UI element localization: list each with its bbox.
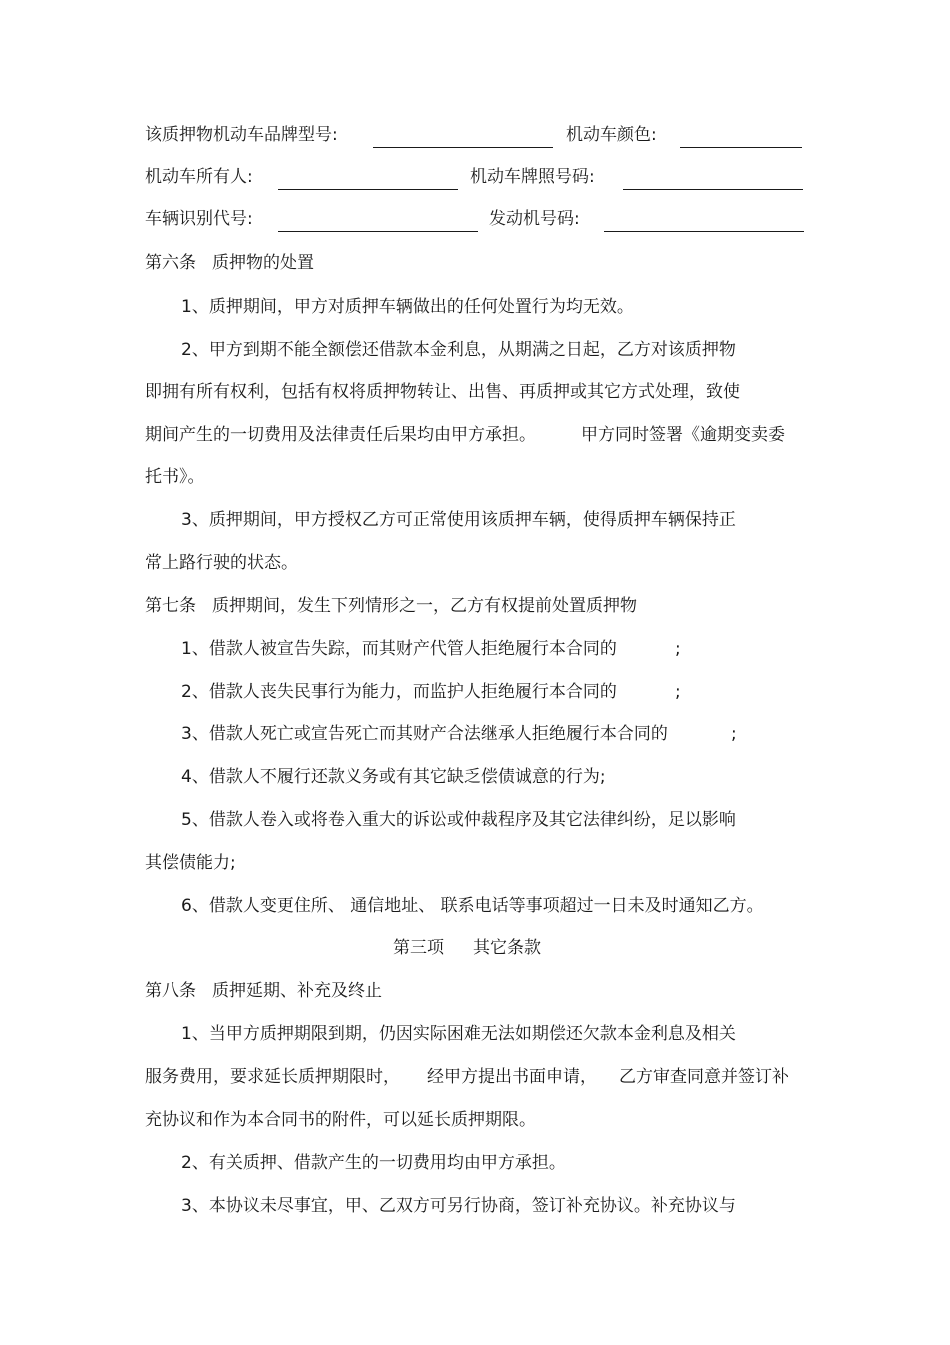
color-blank [680, 147, 802, 148]
paragraph-text: 2、甲方到期不能全额偿还借款本金利息，从期满之日起，乙方对该质押物 [181, 340, 736, 360]
paragraph-text: 6、借款人变更住所、 通信地址、 联系电话等事项超过一日未及时通知乙方。 [181, 896, 764, 916]
field-row-owner-plate [0, 162, 950, 192]
paragraph-text: 1、当甲方质押期限到期，仍因实际困难无法如期偿还欠款本金利息及相关 [181, 1024, 736, 1044]
article-8-item-1-line-1 [0, 1019, 950, 1049]
paragraph-text: 甲方同时签署《逾期变卖委 [581, 425, 785, 445]
paragraph-text: 5、借款人卷入或将卷入重大的诉讼或仲裁程序及其它法律纠纷，足以影响 [181, 810, 736, 830]
article-6-item-2-line-1 [0, 335, 950, 365]
article-7-heading [0, 591, 950, 621]
paragraph-text: 1、借款人被宣告失踪，而其财产代管人拒绝履行本合同的 [181, 639, 617, 659]
semicolon: ; [731, 724, 737, 744]
engine-blank [604, 231, 804, 232]
paragraph-text: 3、质押期间，甲方授权乙方可正常使用该质押车辆，使得质押车辆保持正 [181, 510, 736, 530]
paragraph-text: 其偿债能力; [145, 853, 236, 873]
vin-blank [278, 231, 478, 232]
paragraph-text: 充协议和作为本合同书的附件，可以延长质押期限。 [145, 1110, 536, 1130]
article-7-item-5-line-1 [0, 805, 950, 835]
article-6-number: 第六条 [145, 253, 196, 273]
article-7-title: 质押期间，发生下列情形之一，乙方有权提前处置质押物 [212, 596, 637, 616]
article-6-heading [0, 248, 950, 278]
paragraph-text: 乙方审查同意并签订补 [619, 1067, 789, 1087]
article-6-item-2-line-4 [0, 462, 950, 492]
section-3-heading [0, 933, 950, 963]
paragraph-text: 2、有关质押、借款产生的一切费用均由甲方承担。 [181, 1153, 566, 1173]
engine-label: 发动机号码: [489, 209, 580, 229]
article-7-item-5-line-2 [0, 848, 950, 878]
article-8-number: 第八条 [145, 981, 196, 1001]
color-label: 机动车颜色: [566, 125, 657, 145]
article-8-title: 质押延期、补充及终止 [212, 981, 382, 1001]
paragraph-text: 1、质押期间，甲方对质押车辆做出的任何处置行为均无效。 [181, 297, 634, 317]
paragraph-text: 4、借款人不履行还款义务或有其它缺乏偿债诚意的行为; [181, 767, 606, 787]
article-7-number: 第七条 [145, 596, 196, 616]
article-8-item-1-line-2 [0, 1062, 950, 1092]
article-8-item-2 [0, 1148, 950, 1178]
article-7-item-3 [0, 719, 950, 749]
article-6-item-2-line-3 [0, 420, 950, 450]
semicolon: ; [675, 639, 681, 659]
article-8-heading [0, 976, 950, 1006]
owner-label: 机动车所有人: [145, 167, 253, 187]
paragraph-text: 托书》。 [145, 467, 205, 487]
article-6-title: 质押物的处置 [212, 253, 314, 273]
paragraph-text: 服务费用，要求延长质押期限时， [145, 1067, 400, 1087]
plate-blank [623, 189, 803, 190]
article-6-item-1 [0, 292, 950, 322]
field-row-vin-engine [0, 204, 950, 234]
field-row-brand-color [0, 120, 950, 150]
brand-model-label: 该质押物机动车品牌型号: [145, 125, 338, 145]
paragraph-text: 2、借款人丧失民事行为能力，而监护人拒绝履行本合同的 [181, 682, 617, 702]
paragraph-text: 经甲方提出书面申请， [427, 1067, 597, 1087]
section-3-number: 第三项 [393, 938, 444, 958]
paragraph-text: 即拥有所有权利，包括有权将质押物转让、出售、再质押或其它方式处理，致使 [145, 382, 740, 402]
article-8-item-3-line-1 [0, 1191, 950, 1221]
section-3-title: 其它条款 [473, 938, 541, 958]
article-8-item-1-line-3 [0, 1105, 950, 1135]
plate-label: 机动车牌照号码: [470, 167, 595, 187]
brand-model-blank [373, 147, 553, 148]
vin-label: 车辆识别代号: [145, 209, 253, 229]
paragraph-text: 3、本协议未尽事宜，甲、乙双方可另行协商，签订补充协议。补充协议与 [181, 1196, 736, 1216]
article-7-item-6 [0, 891, 950, 921]
article-6-item-2-line-2 [0, 377, 950, 407]
article-6-item-3-line-1 [0, 505, 950, 535]
paragraph-text: 期间产生的一切费用及法律责任后果均由甲方承担。 [145, 425, 536, 445]
article-6-item-3-line-2 [0, 548, 950, 578]
article-7-item-2 [0, 677, 950, 707]
paragraph-text: 常上路行驶的状态。 [145, 553, 298, 573]
article-7-item-1 [0, 634, 950, 664]
semicolon: ; [675, 682, 681, 702]
article-7-item-4 [0, 762, 950, 792]
owner-blank [278, 189, 458, 190]
paragraph-text: 3、借款人死亡或宣告死亡而其财产合法继承人拒绝履行本合同的 [181, 724, 668, 744]
